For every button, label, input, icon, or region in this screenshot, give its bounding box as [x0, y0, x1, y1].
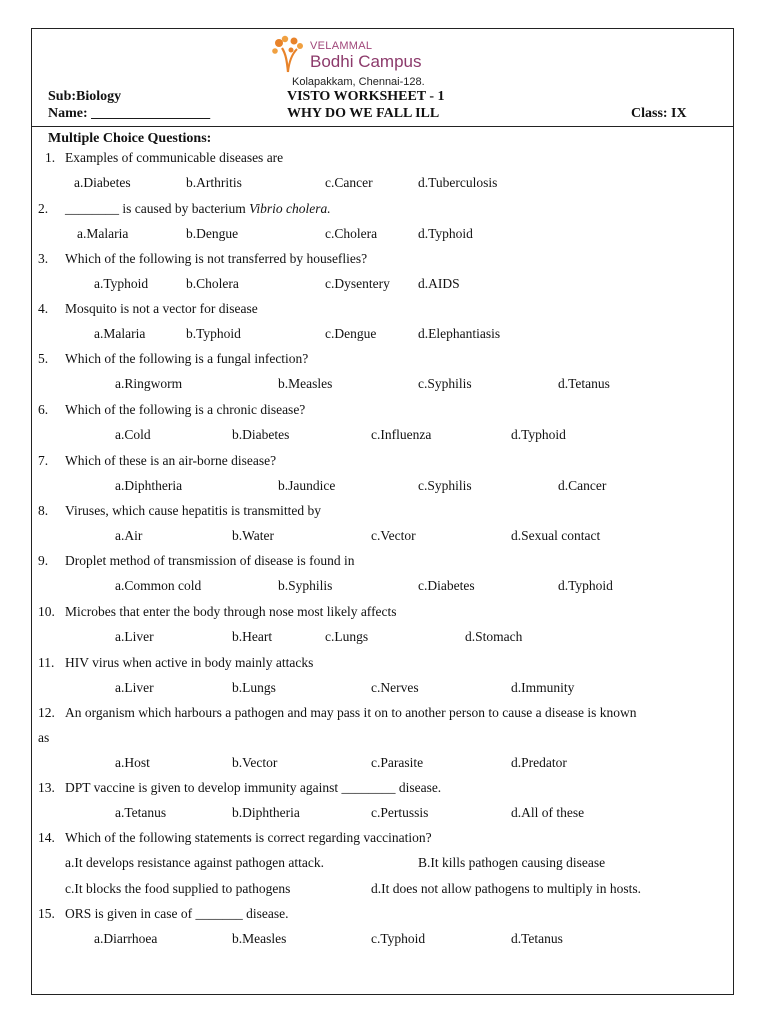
option-a: a.Malaria — [77, 226, 129, 241]
school-address: Kolapakkam, Chennai-128. — [292, 76, 425, 88]
option-d: d.Predator — [511, 755, 567, 770]
question-number: 9. — [38, 553, 49, 568]
question-number: 12. — [38, 705, 55, 720]
option-d: d.Typhoid — [418, 226, 473, 241]
option-c: c.Vector — [371, 528, 416, 543]
question-number: 2. — [38, 201, 49, 216]
question-text: ORS is given in case of _______ disease. — [65, 906, 289, 921]
option-b: b.Diphtheria — [232, 805, 300, 820]
question-number: 7. — [38, 453, 49, 468]
question-text: Mosquito is not a vector for disease — [65, 301, 258, 316]
chapter-title: WHY DO WE FALL ILL — [287, 106, 440, 121]
question-number: 1. — [45, 150, 56, 165]
option-c: c.Dysentery — [325, 276, 390, 291]
question-number: 14. — [38, 830, 55, 845]
option-a: a.Diabetes — [74, 175, 131, 190]
option-b: b.Cholera — [186, 276, 239, 291]
option-c: c.It blocks the food supplied to pathogens — [65, 881, 291, 896]
option-b: b.Arthritis — [186, 175, 242, 190]
option-d: d.Stomach — [465, 629, 523, 644]
option-a: a.Ringworm — [115, 376, 183, 391]
question-text-italic: Vibrio cholera. — [249, 201, 331, 216]
option-a: a.Liver — [115, 629, 154, 644]
option-b: b.Measles — [232, 931, 287, 946]
question-text: Droplet method of transmission of disease is found in — [65, 553, 355, 568]
option-c: c.Syphilis — [418, 376, 472, 391]
option-b: b.Dengue — [186, 226, 239, 241]
question-text: Viruses, which cause hepatitis is transmitted by — [65, 503, 322, 518]
option-d: d.Elephantiasis — [418, 326, 501, 341]
option-d: d.Immunity — [511, 680, 575, 695]
option-a: a.Typhoid — [94, 276, 149, 291]
option-a: a.Cold — [115, 427, 151, 442]
option-c: c.Cancer — [325, 175, 373, 190]
worksheet-title: VISTO WORKSHEET - 1 — [287, 89, 445, 104]
option-c: c.Nerves — [371, 680, 419, 695]
option-b: b.Typhoid — [186, 326, 241, 341]
class-label: Class: IX — [631, 106, 687, 121]
question-text: Which of these is an air-borne disease? — [65, 453, 277, 468]
option-b: b.Measles — [278, 376, 333, 391]
option-d: d.Cancer — [558, 478, 607, 493]
option-c: c.Dengue — [325, 326, 377, 341]
question-text: DPT vaccine is given to develop immunity against ________ disease. — [65, 780, 442, 795]
question-text: Which of the following statements is correct regarding vaccination? — [65, 830, 432, 845]
option-c: c.Syphilis — [418, 478, 472, 493]
option-d: d.All of these — [511, 805, 585, 820]
option-b: B.It kills pathogen causing disease — [418, 855, 606, 870]
option-d: d.Sexual contact — [511, 528, 601, 543]
option-c: c.Lungs — [325, 629, 369, 644]
option-b: b.Syphilis — [278, 578, 333, 593]
option-d: d.Tetanus — [558, 376, 610, 391]
brand-name-bottom: Bodhi Campus — [310, 52, 422, 71]
question-number: 15. — [38, 906, 55, 921]
option-c: c.Parasite — [371, 755, 424, 770]
option-a: a.Common cold — [115, 578, 202, 593]
header-divider — [31, 126, 734, 127]
question-text: HIV virus when active in body mainly attacks — [65, 655, 314, 670]
question-number: 13. — [38, 780, 55, 795]
option-c: c.Typhoid — [371, 931, 426, 946]
question-text: Which of the following is not transferred by houseflies? — [65, 251, 368, 266]
option-c: c.Diabetes — [418, 578, 475, 593]
name-label: Name: _________________ — [48, 106, 211, 121]
question-text: Examples of communicable diseases are — [65, 150, 284, 165]
question-number: 11. — [38, 655, 55, 670]
option-a: a.Diarrhoea — [94, 931, 158, 946]
subject-label: Sub:Biology — [48, 89, 122, 104]
option-d: d.It does not allow pathogens to multiply in hosts. — [371, 881, 641, 896]
question-number: 3. — [38, 251, 49, 266]
option-b: b.Lungs — [232, 680, 276, 695]
question-number: 10. — [38, 604, 55, 619]
question-text — [65, 201, 331, 217]
option-d: d.Typhoid — [558, 578, 613, 593]
question-number: 6. — [38, 402, 49, 417]
option-b: b.Water — [232, 528, 275, 543]
option-c: c.Cholera — [325, 226, 378, 241]
question-text-continued: as — [38, 730, 50, 745]
option-d: d.Typhoid — [511, 427, 566, 442]
option-b: b.Heart — [232, 629, 273, 644]
option-c: c.Pertussis — [371, 805, 429, 820]
option-a: a.Diphtheria — [115, 478, 183, 493]
option-a: a.Host — [115, 755, 150, 770]
option-b: b.Vector — [232, 755, 278, 770]
option-d: d.AIDS — [418, 276, 460, 291]
question-number: 8. — [38, 503, 49, 518]
option-c: c.Influenza — [371, 427, 432, 442]
section-title: Multiple Choice Questions: — [48, 131, 212, 146]
question-number: 4. — [38, 301, 49, 316]
option-a: a.Malaria — [94, 326, 146, 341]
option-b: b.Jaundice — [278, 478, 336, 493]
option-a: a.Liver — [115, 680, 154, 695]
option-a: a.Air — [115, 528, 143, 543]
question-number: 5. — [38, 351, 49, 366]
question-text: Microbes that enter the body through nose most likely affects — [65, 604, 397, 619]
question-text: An organism which harbours a pathogen and may pass it on to another person to cause a disease is known — [65, 705, 637, 720]
option-d: d.Tetanus — [511, 931, 563, 946]
question-text-plain: ________ is caused by bacterium — [65, 201, 250, 216]
option-d: d.Tuberculosis — [418, 175, 498, 190]
option-a: a.Tetanus — [115, 805, 167, 820]
question-text: Which of the following is a fungal infection? — [65, 351, 309, 366]
brand-name-top: VELAMMAL — [310, 40, 373, 52]
logo-tree-icon — [270, 34, 308, 74]
option-a: a.It develops resistance against pathogen attack. — [65, 855, 325, 870]
question-text: Which of the following is a chronic disease? — [65, 402, 306, 417]
option-b: b.Diabetes — [232, 427, 290, 442]
